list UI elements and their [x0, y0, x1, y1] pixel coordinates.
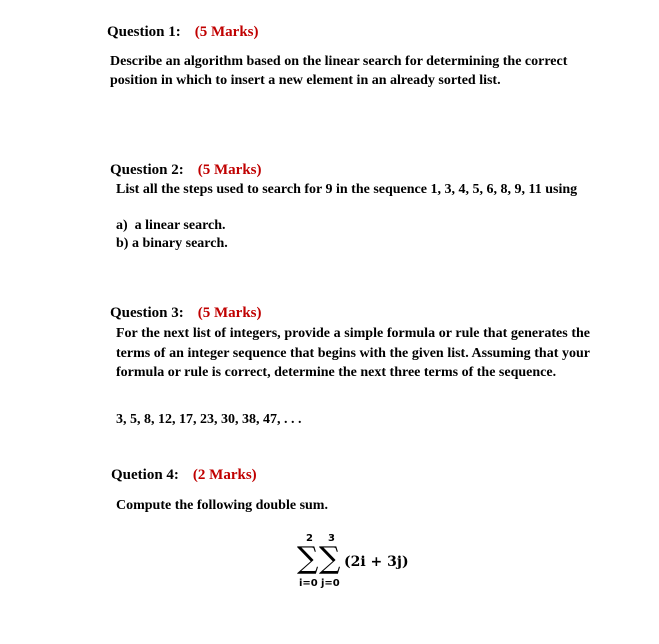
question-1-text: Describe an algorithm based on the linear search for determining the correct position in which to insert a new element in an already sorted list. — [110, 54, 568, 88]
question-2-part-a: a) a linear search. — [116, 218, 226, 233]
question-3-marks: (5 Marks) — [197, 305, 262, 321]
inner-lower-limit: j=0 — [321, 578, 340, 589]
outer-lower-limit: i=0 — [299, 578, 318, 589]
question-4-text: Compute the following double sum. — [116, 498, 328, 513]
question-1-label: Question 1: — [107, 24, 181, 40]
question-2-marks: (5 Marks) — [197, 162, 262, 178]
question-3-text: For the next list of integers, provide a simple formula or rule that generates the terms of an integer sequence that begins with the given list. Assuming that your formula or rule is correct, determine the next three terms of the sequence. — [116, 326, 590, 380]
question-1-marks: (5 Marks) — [194, 24, 259, 40]
question-2-title — [110, 162, 262, 179]
question-4-title — [111, 467, 257, 484]
question-3-sequence: 3, 5, 8, 12, 17, 23, 30, 38, 47, . . . — [116, 412, 302, 427]
sum-expression: (2i + 3j) — [344, 554, 409, 570]
question-3-label: Question 3: — [110, 305, 184, 321]
double-sum-formula — [296, 533, 426, 593]
question-4-label: Quetion 4: — [111, 467, 179, 483]
question-3-title — [110, 305, 262, 322]
question-4-marks: (2 Marks) — [192, 467, 257, 483]
outer-sigma: ∑ — [297, 541, 319, 576]
inner-upper-limit: 3 — [328, 533, 335, 544]
outer-upper-limit: 2 — [306, 533, 313, 544]
question-1-title — [107, 24, 259, 41]
question-2-text: List all the steps used to search for 9 in the sequence 1, 3, 4, 5, 6, 8, 9, 11 using — [116, 182, 578, 197]
question-2-part-b: b) a binary search. — [116, 236, 228, 251]
question-2-label: Question 2: — [110, 162, 184, 178]
inner-sigma: ∑ — [319, 541, 341, 576]
